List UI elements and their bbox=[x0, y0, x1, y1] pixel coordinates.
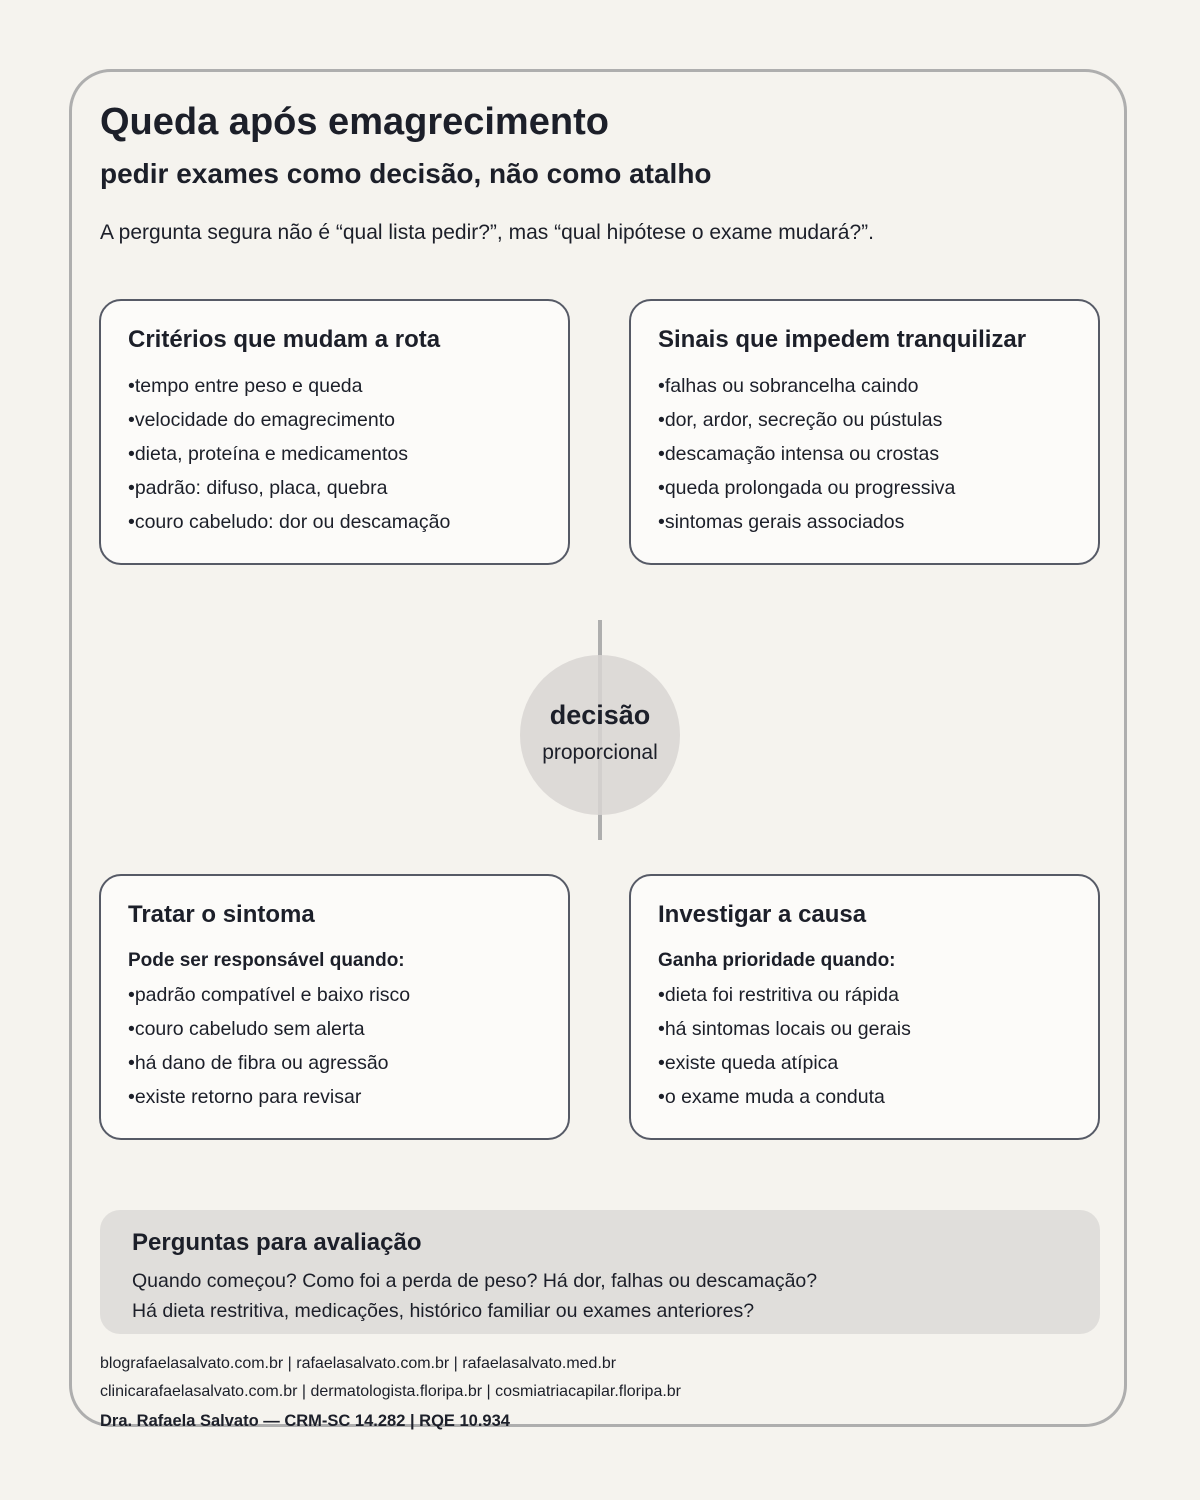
signs-list bbox=[658, 369, 1072, 539]
list-item: • existe queda atípica bbox=[658, 1046, 1072, 1080]
treat-card bbox=[99, 874, 570, 1140]
signs-card bbox=[629, 299, 1100, 565]
page-subtitle: pedir exames como decisão, não como atalho bbox=[100, 158, 712, 189]
list-item: • dor, ardor, secreção ou pústulas bbox=[658, 403, 1072, 437]
footer-credential: Dra. Rafaela Salvato — CRM-SC 14.282 | RQE 10.934 bbox=[100, 1412, 510, 1430]
footer-links-line: clinicarafaelasalvato.com.br | dermatologista.floripa.br | cosmiatriacapilar.floripa.br bbox=[100, 1383, 682, 1400]
footer-links-line: blografaelasalvato.com.br | rafaelasalvato.com.br | rafaelasalvato.med.br bbox=[100, 1355, 617, 1372]
list-item: • tempo entre peso e queda bbox=[128, 369, 542, 403]
treat-card-label: Pode ser responsável quando: bbox=[128, 950, 405, 971]
investigate-card-label: Ganha prioridade quando: bbox=[658, 950, 896, 971]
questions-box bbox=[100, 1210, 1100, 1334]
page-title: Queda após emagrecimento bbox=[100, 101, 609, 143]
list-item: • existe retorno para revisar bbox=[128, 1080, 542, 1114]
list-item: • dieta, proteína e medicamentos bbox=[128, 437, 542, 471]
list-item: • couro cabeludo: dor ou descamação bbox=[128, 505, 542, 539]
list-item: • couro cabeludo sem alerta bbox=[128, 1012, 542, 1046]
treat-list bbox=[128, 978, 542, 1114]
list-item: • queda prolongada ou progressiva bbox=[658, 471, 1072, 505]
criteria-card-title: Critérios que mudam a rota bbox=[128, 326, 441, 353]
questions-line: Há dieta restritiva, medicações, histórico familiar ou exames anteriores? bbox=[132, 1300, 755, 1322]
investigate-card-title: Investigar a causa bbox=[658, 901, 867, 928]
list-item: • descamação intensa ou crostas bbox=[658, 437, 1072, 471]
treat-card-title: Tratar o sintoma bbox=[128, 901, 315, 928]
decision-subtitle: proporcional bbox=[542, 741, 658, 764]
list-item: • padrão compatível e baixo risco bbox=[128, 978, 542, 1012]
criteria-list bbox=[128, 369, 542, 539]
signs-card-title: Sinais que impedem tranquilizar bbox=[658, 326, 1027, 353]
questions-line: Quando começou? Como foi a perda de peso? Há dor, falhas ou descamação? bbox=[132, 1270, 818, 1292]
list-item: • sintomas gerais associados bbox=[658, 505, 1072, 539]
list-item: • há sintomas locais ou gerais bbox=[658, 1012, 1072, 1046]
list-item: • velocidade do emagrecimento bbox=[128, 403, 542, 437]
list-item: • há dano de fibra ou agressão bbox=[128, 1046, 542, 1080]
investigate-list bbox=[658, 978, 1072, 1114]
list-item: • padrão: difuso, placa, quebra bbox=[128, 471, 542, 505]
lead-text: A pergunta segura não é “qual lista pedir?”, mas “qual hipótese o exame mudará?”. bbox=[100, 221, 874, 244]
criteria-card bbox=[99, 299, 570, 565]
list-item: • o exame muda a conduta bbox=[658, 1080, 1072, 1114]
questions-title: Perguntas para avaliação bbox=[132, 1229, 422, 1256]
decision-circle bbox=[520, 655, 680, 815]
list-item: • falhas ou sobrancelha caindo bbox=[658, 369, 1072, 403]
list-item: • dieta foi restritiva ou rápida bbox=[658, 978, 1072, 1012]
investigate-card bbox=[629, 874, 1100, 1140]
decision-title: decisão bbox=[549, 700, 651, 730]
